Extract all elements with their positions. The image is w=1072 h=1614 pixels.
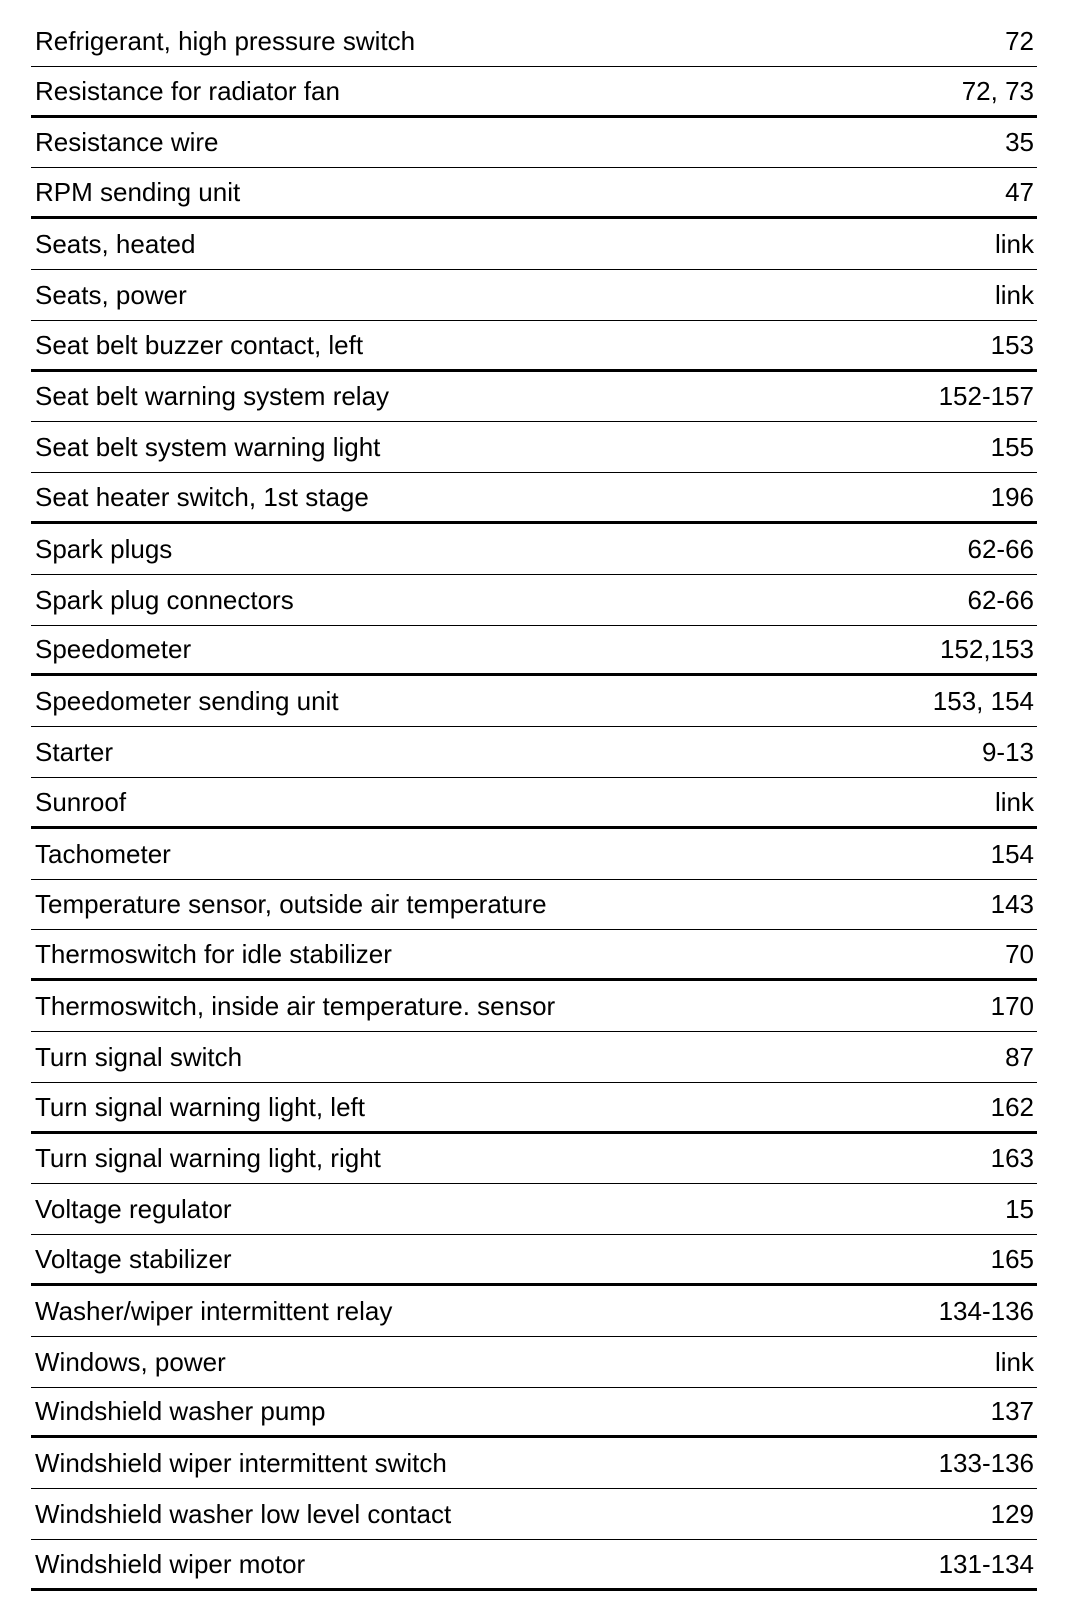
index-term: Windshield washer low level contact <box>35 1499 452 1529</box>
index-pages: 131-134 <box>938 1548 1034 1579</box>
table-row <box>31 575 1037 626</box>
index-pages: 152-157 <box>938 381 1034 412</box>
index-term: Voltage stabilizer <box>35 1244 232 1275</box>
table-row <box>31 372 1037 423</box>
table-row <box>31 321 1037 372</box>
index-term: Voltage regulator <box>35 1194 232 1225</box>
table-row <box>31 981 1037 1032</box>
index-pages: 196 <box>990 482 1034 513</box>
index-term: Resistance wire <box>35 127 219 158</box>
index-pages link-ref[interactable]: link <box>994 229 1034 260</box>
index-pages: 134-136 <box>938 1295 1034 1326</box>
index-pages: 9-13 <box>981 737 1034 768</box>
index-table <box>31 16 1037 1591</box>
index-term: Tachometer <box>35 838 171 869</box>
index-term: Washer/wiper intermittent relay <box>35 1295 393 1326</box>
index-term: Seat belt buzzer contact, left <box>35 329 364 360</box>
table-row <box>31 1184 1037 1235</box>
index-pages: 163 <box>990 1143 1034 1174</box>
index-pages: 143 <box>990 889 1034 920</box>
index-term: Spark plug connectors <box>35 584 294 615</box>
table-row <box>31 676 1037 727</box>
index-term: RPM sending unit <box>35 177 241 208</box>
index-term: Seat belt system warning light <box>35 432 381 463</box>
index-pages: 87 <box>1005 1041 1034 1072</box>
index-term: Temperature sensor, outside air temperature <box>35 889 547 920</box>
index-pages link-ref[interactable]: link <box>994 786 1034 817</box>
table-row <box>31 16 1037 67</box>
index-term: Starter <box>35 737 114 768</box>
table-row <box>31 473 1037 524</box>
index-pages: 72, 73 <box>961 75 1034 106</box>
index-pages: 70 <box>1005 939 1034 970</box>
index-pages: 170 <box>990 991 1034 1022</box>
index-term: Thermoswitch, inside air temperature. sensor <box>35 991 556 1022</box>
table-row <box>31 1032 1037 1083</box>
table-row <box>31 1438 1037 1489</box>
table-row <box>31 118 1037 169</box>
index-pages: 155 <box>990 432 1034 463</box>
index-pages link-ref[interactable]: link <box>994 279 1034 310</box>
index-pages: 15 <box>1005 1194 1034 1225</box>
index-pages: 133-136 <box>938 1448 1034 1479</box>
table-row <box>31 1388 1037 1439</box>
index-pages: 165 <box>990 1244 1034 1275</box>
table-row <box>31 1489 1037 1540</box>
index-pages: 153 <box>990 329 1034 360</box>
index-term: Refrigerant, high pressure switch <box>35 25 416 56</box>
index-term: Turn signal warning light, left <box>35 1091 365 1122</box>
index-pages: 154 <box>990 838 1034 869</box>
index-pages: 72 <box>1005 25 1034 56</box>
index-term: Spark plugs <box>35 533 173 564</box>
table-row <box>31 930 1037 981</box>
index-term: Turn signal warning light, right <box>35 1143 381 1174</box>
index-term: Windshield washer pump <box>35 1396 326 1427</box>
index-pages: 47 <box>1005 177 1034 208</box>
table-row <box>31 67 1037 118</box>
table-row <box>31 1235 1037 1286</box>
index-pages: 137 <box>990 1396 1034 1427</box>
index-term: Windshield wiper intermittent switch <box>35 1448 447 1479</box>
index-term: Turn signal switch <box>35 1041 243 1072</box>
table-row <box>31 1286 1037 1337</box>
table-row <box>31 880 1037 931</box>
table-row <box>31 1540 1037 1591</box>
index-term: Thermoswitch for idle stabilizer <box>35 939 392 970</box>
index-term: Windshield wiper motor <box>35 1548 306 1579</box>
table-row <box>31 168 1037 219</box>
index-pages: 129 <box>990 1499 1034 1529</box>
index-term: Seat heater switch, 1st stage <box>35 482 369 513</box>
index-pages link-ref[interactable]: link <box>994 1346 1034 1377</box>
index-term: Sunroof <box>35 786 127 817</box>
index-pages: 62-66 <box>967 584 1034 615</box>
index-pages: 152,153 <box>940 634 1034 665</box>
index-term: Seats, power <box>35 279 187 310</box>
index-term: Seats, heated <box>35 229 196 260</box>
index-term: Speedometer <box>35 634 192 665</box>
index-pages: 62-66 <box>967 533 1034 564</box>
table-row <box>31 219 1037 270</box>
table-row <box>31 270 1037 321</box>
index-term: Resistance for radiator fan <box>35 75 340 106</box>
table-row <box>31 829 1037 880</box>
index-term: Speedometer sending unit <box>35 686 339 717</box>
table-row <box>31 1134 1037 1185</box>
index-pages: 35 <box>1005 127 1034 158</box>
table-row <box>31 524 1037 575</box>
table-row <box>31 422 1037 473</box>
index-term: Windows, power <box>35 1346 226 1377</box>
table-row <box>31 626 1037 677</box>
table-row <box>31 727 1037 778</box>
table-row <box>31 1083 1037 1134</box>
index-pages: 162 <box>990 1091 1034 1122</box>
index-pages: 153, 154 <box>932 686 1034 717</box>
index-term: Seat belt warning system relay <box>35 381 390 412</box>
table-row <box>31 778 1037 829</box>
table-row <box>31 1337 1037 1388</box>
